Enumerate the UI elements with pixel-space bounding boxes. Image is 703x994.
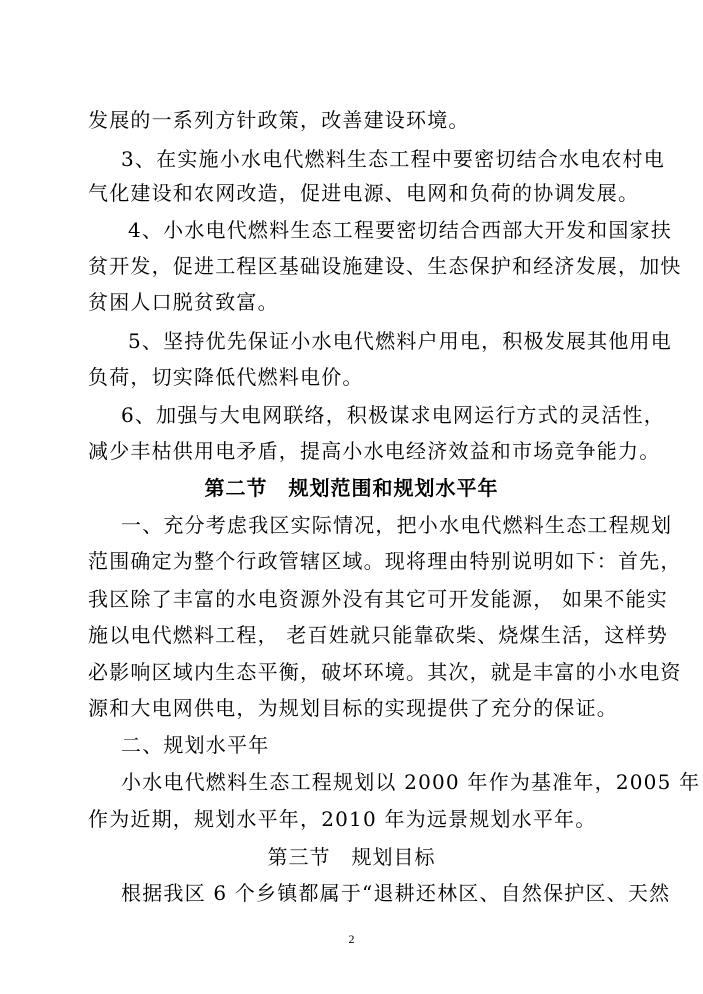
paragraph-line: 源和大电网供电，为规划目标的实现提供了充分的保证。 <box>88 696 618 720</box>
paragraph-line: 小水电代燃料生态工程规划以 2000 年作为基准年，2005 年 <box>121 770 701 794</box>
paragraph-line: 二、规划水平年 <box>121 733 270 757</box>
page-number: 2 <box>348 932 355 946</box>
section-heading: 第二节 规划范围和规划水平年 <box>204 476 499 500</box>
paragraph-line: 气化建设和农网改造，促进电源、电网和负荷的协调发展。 <box>88 181 640 205</box>
paragraph-line: 负荷，切实降低代燃料电价。 <box>88 365 364 389</box>
paragraph-line: 6、加强与大电网联络，积极谋求电网运行方式的灵活性， <box>121 403 665 427</box>
paragraph-line: 作为近期，规划水平年，2010 年为远景规划水平年。 <box>88 807 597 831</box>
paragraph-line: 5、坚持优先保证小水电代燃料户用电，积极发展其他用电 <box>128 329 672 353</box>
paragraph-line: 发展的一系列方针政策，改善建设环境。 <box>88 108 470 132</box>
paragraph-line: 减少丰枯供用电矛盾，提高小水电经济效益和市场竞争能力。 <box>88 439 661 463</box>
paragraph-line: 范围确定为整个行政管辖区域。现将理由特别说明如下：首先， <box>88 549 682 573</box>
paragraph-line: 我区除了丰富的水电资源外没有其它可开发能源， 如果不能实 <box>88 587 668 611</box>
paragraph-line: 4、小水电代燃料生态工程要密切结合西部大开发和国家扶 <box>128 218 672 242</box>
paragraph-line: 根据我区 6 个乡镇都属于“退耕还林区、自然保护区、天然 <box>121 881 671 905</box>
paragraph-line: 贫开发，促进工程区基础设施建设、生态保护和经济发展，加快 <box>88 254 682 278</box>
paragraph-line: 3、在实施小水电代燃料生态工程中要密切结合水电农村电 <box>121 147 665 171</box>
paragraph-line: 一、充分考虑我区实际情况，把小水电代燃料生态工程规划 <box>121 513 673 537</box>
paragraph-line: 贫困人口脱贫致富。 <box>88 290 279 314</box>
paragraph-line: 必影响区域内生态平衡，破坏环境。其次，就是丰富的小水电资 <box>88 660 682 684</box>
section-heading: 第三节 规划目标 <box>267 845 436 869</box>
paragraph-line: 施以电代燃料工程， 老百姓就只能靠砍柴、烧煤生活，这样势 <box>88 623 668 647</box>
